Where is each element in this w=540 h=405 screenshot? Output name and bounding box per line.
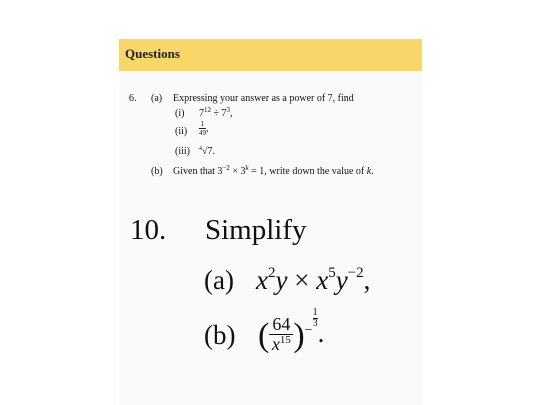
q6-number: 6. bbox=[129, 93, 137, 104]
q10b-expression: ( $\frac{64}{x^{15}}$ )− $\frac{1}{3}$. bbox=[258, 310, 324, 359]
q10a-expression: $x^2y \times x^5y^{-2}$, bbox=[256, 265, 371, 295]
q6ai-label: (i) bbox=[175, 108, 185, 119]
q10-title: Simplify bbox=[205, 214, 307, 246]
q10-number: 10. bbox=[130, 214, 167, 246]
q10b-exponent: − $\frac{1}{3}$ bbox=[304, 307, 318, 338]
q6ai-expression: $7^{12} \div 7^3$, bbox=[199, 106, 233, 119]
q6b-text: Given that $3^{-2} \times 3^k = 1$, write down the value of k. bbox=[173, 164, 374, 177]
q6aiii-label: (iii) bbox=[175, 146, 190, 157]
q10a-label: (a) bbox=[204, 265, 234, 295]
q6aii-fraction: $\frac{1}{49}$ bbox=[199, 120, 206, 137]
q6b-label: (b) bbox=[151, 166, 163, 177]
banner-title: Questions bbox=[125, 46, 180, 61]
q10b-label: (b) bbox=[204, 320, 236, 350]
q6aiii-expression: $^4$√7. bbox=[199, 146, 215, 157]
questions-banner bbox=[119, 39, 422, 71]
q6aii-label: (ii) bbox=[175, 126, 188, 137]
q6a-text: Expressing your answer as a power of 7, find bbox=[173, 93, 354, 104]
q10b-fraction: $\frac{64}{x^{15}}$ bbox=[269, 315, 293, 357]
q6aii-expression: $\frac{1}{49}$ , bbox=[199, 120, 209, 137]
q6a-label: (a) bbox=[151, 93, 163, 104]
